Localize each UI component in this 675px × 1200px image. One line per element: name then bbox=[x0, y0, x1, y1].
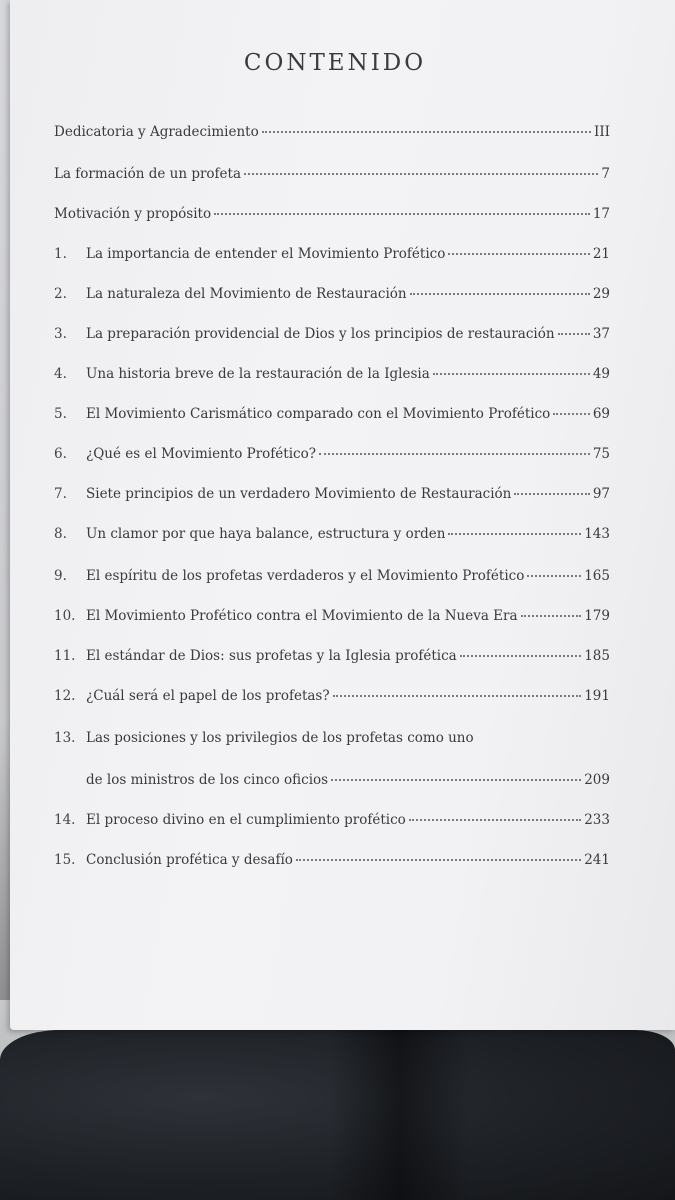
chapter-number: 3. bbox=[54, 326, 67, 342]
toc-entry-text: Motivación y propósito bbox=[54, 206, 212, 222]
toc-page-number: 191 bbox=[584, 688, 610, 704]
toc-page-number: 29 bbox=[592, 286, 610, 302]
chapter-number: 1. bbox=[54, 246, 67, 262]
toc-entry-text: Conclusión profética y desafío bbox=[86, 852, 293, 868]
toc-entry-dedicatoria[interactable] bbox=[54, 124, 610, 146]
toc-entry-text: La importancia de entender el Movimiento Profético bbox=[86, 246, 446, 262]
dot-leader bbox=[296, 858, 581, 861]
chapter-number: 12. bbox=[54, 688, 76, 704]
toc-page-number: 69 bbox=[592, 406, 610, 422]
toc-page-number: 179 bbox=[584, 608, 610, 624]
toc-page-number: 17 bbox=[592, 206, 610, 222]
chapter-number: 9. bbox=[54, 568, 67, 584]
dot-leader bbox=[214, 212, 590, 215]
toc-entry-chapter-9[interactable] bbox=[54, 568, 610, 590]
toc-page-number: 165 bbox=[584, 568, 610, 584]
toc-page-number: 233 bbox=[584, 812, 610, 828]
chapter-number: 5. bbox=[54, 406, 67, 422]
chapter-number: 4. bbox=[54, 366, 67, 382]
toc-entry-text: Una historia breve de la restauración de la Iglesia bbox=[86, 366, 430, 382]
toc-entry-chapter-7[interactable] bbox=[54, 486, 610, 508]
toc-entry-text: ¿Cuál será el papel de los profetas? bbox=[86, 688, 330, 704]
chapter-number: 2. bbox=[54, 286, 67, 302]
chapter-number: 15. bbox=[54, 852, 76, 868]
toc-page-number: 49 bbox=[592, 366, 610, 382]
toc-page-number: 209 bbox=[584, 772, 610, 788]
chapter-number: 14. bbox=[54, 812, 76, 828]
toc-entry-chapter-15[interactable] bbox=[54, 852, 610, 874]
toc-entry-chapter-4[interactable] bbox=[54, 366, 610, 388]
chapter-number: 7. bbox=[54, 486, 67, 502]
toc-entry-chapter-11[interactable] bbox=[54, 648, 610, 670]
toc-page-number: 7 bbox=[601, 166, 610, 182]
toc-entry-text: El proceso divino en el cumplimiento profético bbox=[86, 812, 406, 828]
page-title: CONTENIDO bbox=[243, 50, 427, 76]
chapter-number: 6. bbox=[54, 446, 67, 462]
toc-page-number: III bbox=[594, 124, 610, 140]
toc-entry-text: La preparación providencial de Dios y los principios de restauración bbox=[86, 326, 555, 342]
toc-entry-text: La naturaleza del Movimiento de Restauración bbox=[86, 286, 407, 302]
dot-leader bbox=[433, 372, 590, 375]
dot-leader bbox=[448, 532, 581, 535]
toc-entry-text: El Movimiento Profético contra el Movimiento de la Nueva Era bbox=[86, 608, 518, 624]
toc-entry-text: El estándar de Dios: sus profetas y la Iglesia profética bbox=[86, 648, 457, 664]
dot-leader bbox=[244, 172, 598, 175]
dot-leader bbox=[514, 492, 589, 495]
photographer-legs bbox=[0, 1030, 675, 1200]
toc-entry-text: Dedicatoria y Agradecimiento bbox=[54, 124, 259, 140]
chapter-number: 11. bbox=[54, 648, 76, 664]
toc-entry-chapter-13-continued[interactable] bbox=[54, 772, 610, 794]
dot-leader bbox=[262, 130, 591, 133]
dot-leader bbox=[521, 614, 582, 617]
toc-entry-text: Las posiciones y los privilegios de los profetas como uno bbox=[86, 730, 474, 746]
chapter-number: 10. bbox=[54, 608, 76, 624]
toc-entry-chapter-10[interactable] bbox=[54, 608, 610, 630]
toc-page-number: 143 bbox=[584, 526, 610, 542]
dot-leader bbox=[319, 452, 590, 455]
toc-entry-chapter-6[interactable] bbox=[54, 446, 610, 468]
dot-leader bbox=[558, 332, 590, 335]
toc-entry-text: de los ministros de los cinco oficios bbox=[86, 772, 329, 788]
toc-entry-chapter-2[interactable] bbox=[54, 286, 610, 308]
toc-entry-chapter-1[interactable] bbox=[54, 246, 610, 268]
toc-entry-motivacion[interactable] bbox=[54, 206, 610, 228]
toc-entry-chapter-5[interactable] bbox=[54, 406, 610, 428]
toc-entry-text: Siete principios de un verdadero Movimiento de Restauración bbox=[86, 486, 512, 502]
toc-entry-chapter-3[interactable] bbox=[54, 326, 610, 348]
chapter-number: 8. bbox=[54, 526, 67, 542]
chapter-number: 13. bbox=[54, 730, 76, 746]
dot-leader bbox=[553, 412, 590, 415]
dot-leader bbox=[448, 252, 589, 255]
toc-entry-chapter-8[interactable] bbox=[54, 526, 610, 548]
dot-leader bbox=[410, 292, 590, 295]
toc-entry-text: Un clamor por que haya balance, estructura y orden bbox=[86, 526, 446, 542]
dot-leader bbox=[527, 574, 581, 577]
toc-page-number: 37 bbox=[592, 326, 610, 342]
book-page bbox=[10, 0, 675, 1030]
dot-leader bbox=[409, 818, 581, 821]
toc-entry-text: El espíritu de los profetas verdaderos y el Movimiento Profético bbox=[86, 568, 525, 584]
dot-leader bbox=[333, 694, 582, 697]
toc-entry-text: El Movimiento Carismático comparado con el Movimiento Profético bbox=[86, 406, 551, 422]
toc-entry-chapter-13[interactable] bbox=[54, 730, 610, 752]
dot-leader bbox=[331, 778, 581, 781]
toc-page-number: 21 bbox=[592, 246, 610, 262]
toc-entry-formacion[interactable] bbox=[54, 166, 610, 188]
toc-page-number: 185 bbox=[584, 648, 610, 664]
toc-entry-text: La formación de un profeta bbox=[54, 166, 242, 182]
toc-page-number: 97 bbox=[592, 486, 610, 502]
toc-entry-text: ¿Qué es el Movimiento Profético? bbox=[86, 446, 316, 462]
toc-entry-chapter-14[interactable] bbox=[54, 812, 610, 834]
toc-page-number: 75 bbox=[592, 446, 610, 462]
toc-entry-chapter-12[interactable] bbox=[54, 688, 610, 710]
dot-leader bbox=[460, 654, 582, 657]
toc-page-number: 241 bbox=[584, 852, 610, 868]
